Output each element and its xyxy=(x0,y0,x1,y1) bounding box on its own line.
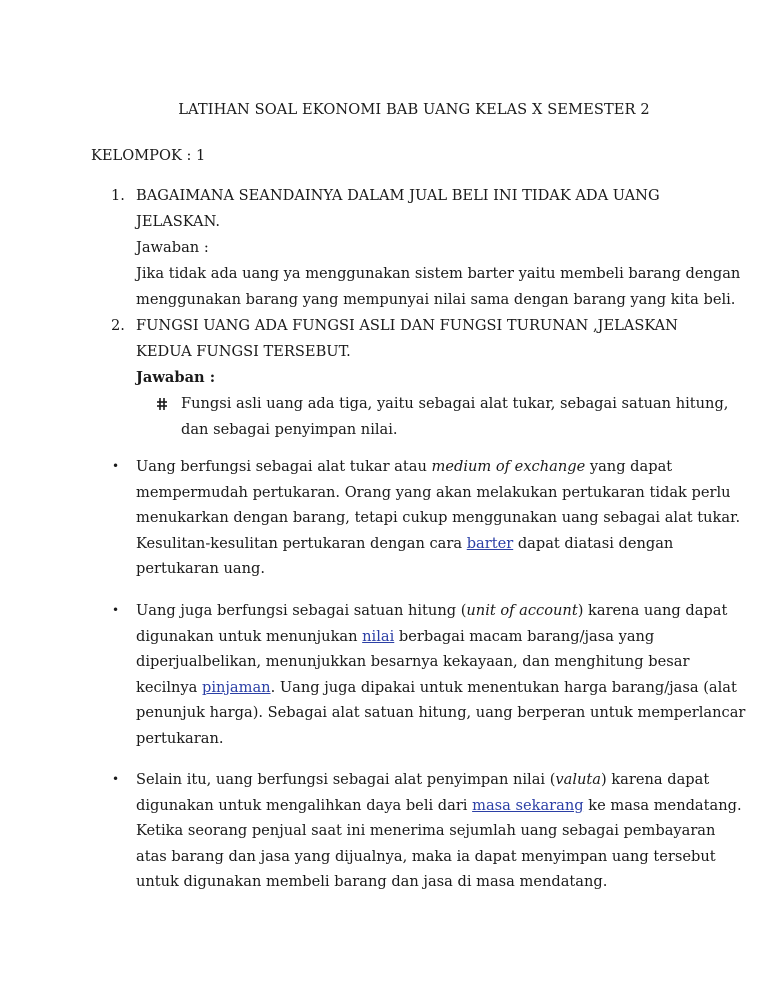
document-title: LATIHAN SOAL EKONOMI BAB UANG KELAS X SEMESTER 2 xyxy=(178,101,650,118)
bullet-line: digunakan untuk menunjukan nilai berbagai macam barang/jasa yang xyxy=(136,627,655,645)
bullet-text xyxy=(136,767,742,895)
subpoint-line: dan sebagai penyimpan nilai. xyxy=(181,421,398,438)
bullet-line: Ketika seorang penjual saat ini menerima sejumlah uang sebagai pembayaran xyxy=(136,822,716,840)
hash-marker-icon xyxy=(156,392,168,411)
answer-label: Jawaban : xyxy=(136,239,209,256)
bullet-dot-icon: • xyxy=(112,772,120,786)
subpoint-text xyxy=(181,391,729,443)
answer-label: Jawaban : xyxy=(136,369,216,386)
bullet-line: kecilnya pinjaman. Uang juga dipakai untuk menentukan harga barang/jasa (alat xyxy=(136,678,737,696)
question-2 xyxy=(111,313,691,391)
question-text: FUNGSI UANG ADA FUNGSI ASLI DAN FUNGSI TURUNAN ,JELASKAN xyxy=(136,317,678,334)
answer-text: menggunakan barang yang mempunyai nilai sama dengan barang yang kita beli. xyxy=(136,291,736,308)
bullet-dot-icon: • xyxy=(112,459,120,473)
bullet-item-3 xyxy=(112,767,742,895)
bullet-line: Kesulitan-kesulitan pertukaran dengan cara barter dapat diatasi dengan xyxy=(136,534,674,552)
bullet-text xyxy=(136,598,746,752)
bullet-line: diperjualbelikan, menunjukkan besarnya kekayaan, dan menghitung besar xyxy=(136,653,690,671)
bullet-line: Selain itu, uang berfungsi sebagai alat penyimpan nilai (valuta) karena dapat xyxy=(136,771,710,788)
question-text: JELASKAN. xyxy=(136,213,221,230)
emphasis-term: valuta xyxy=(555,771,601,788)
group-label: KELOMPOK : 1 xyxy=(91,147,206,164)
bullet-line: mempermudah pertukaran. Orang yang akan melakukan pertukaran tidak perlu xyxy=(136,483,731,501)
bullet-text xyxy=(136,454,741,582)
bullet-line: Uang juga berfungsi sebagai satuan hitung (unit of account) karena uang dapat xyxy=(136,602,728,619)
bullet-item-1 xyxy=(112,454,741,582)
subpoint-line: Fungsi asli uang ada tiga, yaitu sebagai alat tukar, sebagai satuan hitung, xyxy=(181,395,729,412)
bullet-dot-icon: • xyxy=(112,603,120,617)
answer-subpoint xyxy=(156,391,729,443)
question-number: 2. xyxy=(111,317,125,334)
bullet-line: Uang berfungsi sebagai alat tukar atau medium of exchange yang dapat xyxy=(136,458,673,475)
emphasis-term: medium of exchange xyxy=(431,458,586,475)
bullet-line: menukarkan dengan barang, tetapi cukup menggunakan uang sebagai alat tukar. xyxy=(136,509,741,527)
link-barter[interactable]: barter xyxy=(466,534,514,552)
question-1 xyxy=(111,183,741,313)
answer-text: Jika tidak ada uang ya menggunakan sistem barter yaitu membeli barang dengan xyxy=(136,265,741,282)
question-body xyxy=(136,313,691,391)
bullet-item-2 xyxy=(112,598,746,752)
bullet-line: penunjuk harga). Sebagai alat satuan hitung, uang berperan untuk memperlancar xyxy=(136,704,746,722)
bullet-line: untuk digunakan membeli barang dan jasa di masa mendatang. xyxy=(136,873,608,891)
bullet-line: pertukaran uang. xyxy=(136,560,265,578)
question-text: KEDUA FUNGSI TERSEBUT. xyxy=(136,343,351,360)
link-masa-sekarang[interactable]: masa sekarang xyxy=(472,796,584,814)
emphasis-term: unit of account xyxy=(466,602,578,619)
bullet-line: digunakan untuk mengalihkan daya beli dari masa sekarang ke masa mendatang. xyxy=(136,796,742,814)
link-pinjaman[interactable]: pinjaman xyxy=(201,678,271,696)
link-nilai[interactable]: nilai xyxy=(362,627,395,645)
bullet-line: atas barang dan jasa yang dijualnya, maka ia dapat menyimpan uang tersebut xyxy=(136,847,716,865)
question-body xyxy=(136,183,741,313)
question-number: 1. xyxy=(111,187,125,204)
question-text: BAGAIMANA SEANDAINYA DALAM JUAL BELI INI TIDAK ADA UANG xyxy=(136,187,660,204)
bullet-line: pertukaran. xyxy=(136,729,224,747)
